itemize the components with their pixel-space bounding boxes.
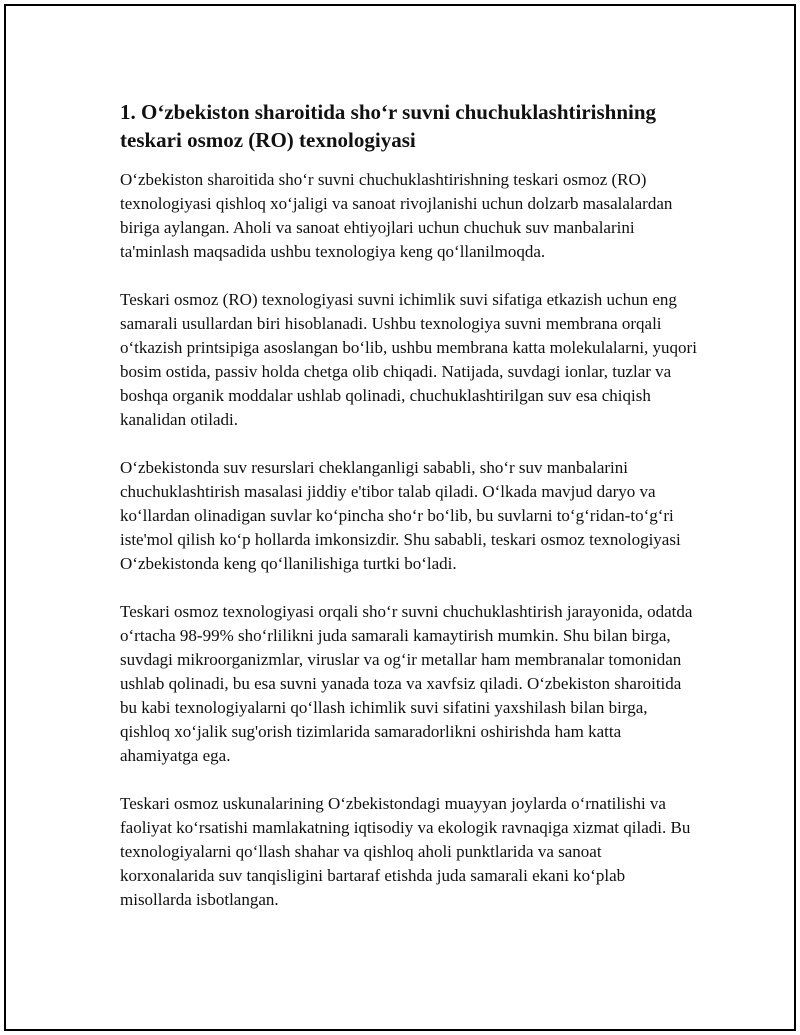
paragraph-2: Teskari osmoz (RO) texnologiyasi suvni ichimlik suvi sifatiga etkazish uchun eng samarali usullardan biri hisoblanadi. Ushbu texnologiya suvni membrana orqali o‘tkazish printsipiga asoslangan bo‘lib, ushbu membrana katta molekulalarni, yuqori bosim ostida, passiv holda chetga olib chiqadi. Natijada, suvdagi ionlar, tuzlar va boshqa organik moddalar ushlab qolinadi, chuchuklashtirilgan suv esa chiqish kanalidan otiladi. — [120, 290, 697, 429]
paragraph-5: Teskari osmoz uskunalarining O‘zbekistondagi muayyan joylarda o‘rnatilishi va faoliyat ko‘rsatishi mamlakatning iqtisodiy va ekologik ravnaqiga xizmat qiladi. Bu texnologiyalarni qo‘llash shahar va qishloq aholi punktlarida va sanoat korxonalarida suv tanqisligini bartaraf etishda juda samarali ekani ko‘plab misollarda isbotlangan. — [120, 794, 691, 909]
section-heading: 1. O‘zbekiston sharoitida sho‘r suvni chuchuklashtirishning teskari osmoz (RO) texnologiyasi — [120, 100, 657, 152]
paragraph-4: Teskari osmoz texnologiyasi orqali sho‘r suvni chuchuklashtirish jarayonida, odatda o‘rtacha 98-99% sho‘rlilikni juda samarali kamaytirish mumkin. Shu bilan birga, suvdagi mikroorganizmlar, viruslar va og‘ir metallar ham membranalar tomonidan ushlab qolinadi, bu esa suvni yanada toza va xavfsiz qiladi. O‘zbekiston sharoitida bu kabi texnologiyalarni qo‘llash ichimlik suvi sifatini yaxshilash bilan birga, qishloq xo‘jalik sug'orish tizimlarida samaradorlikni oshirishda ham katta ahamiyatga ega. — [120, 602, 693, 765]
document-page — [4, 4, 796, 1031]
paragraph-3: O‘zbekistonda suv resurslari cheklanganligi sababli, sho‘r suv manbalarini chuchuklashtirish masalasi jiddiy e'tibor talab qiladi. O‘lkada mavjud daryo va ko‘llardan olinadigan suvlar ko‘pincha sho‘r bo‘lib, bu suvlarni to‘g‘ridan-to‘g‘ri iste'mol qilish ko‘p hollarda imkonsizdir. Shu sababli, teskari osmoz texnologiyasi O‘zbekistonda keng qo‘llanilishiga turtki bo‘ladi. — [120, 458, 681, 573]
document-body — [120, 98, 700, 936]
paragraph-1: O‘zbekiston sharoitida sho‘r suvni chuchuklashtirishning teskari osmoz (RO) texnologiyasi qishloq xo‘jaligi va sanoat rivojlanishi uchun dolzarb masalalardan biriga aylangan. Aholi va sanoat ehtiyojlari uchun chuchuk suv manbalarini ta'minlash maqsadida ushbu texnologiya keng qo‘llanilmoqda. — [120, 170, 673, 261]
